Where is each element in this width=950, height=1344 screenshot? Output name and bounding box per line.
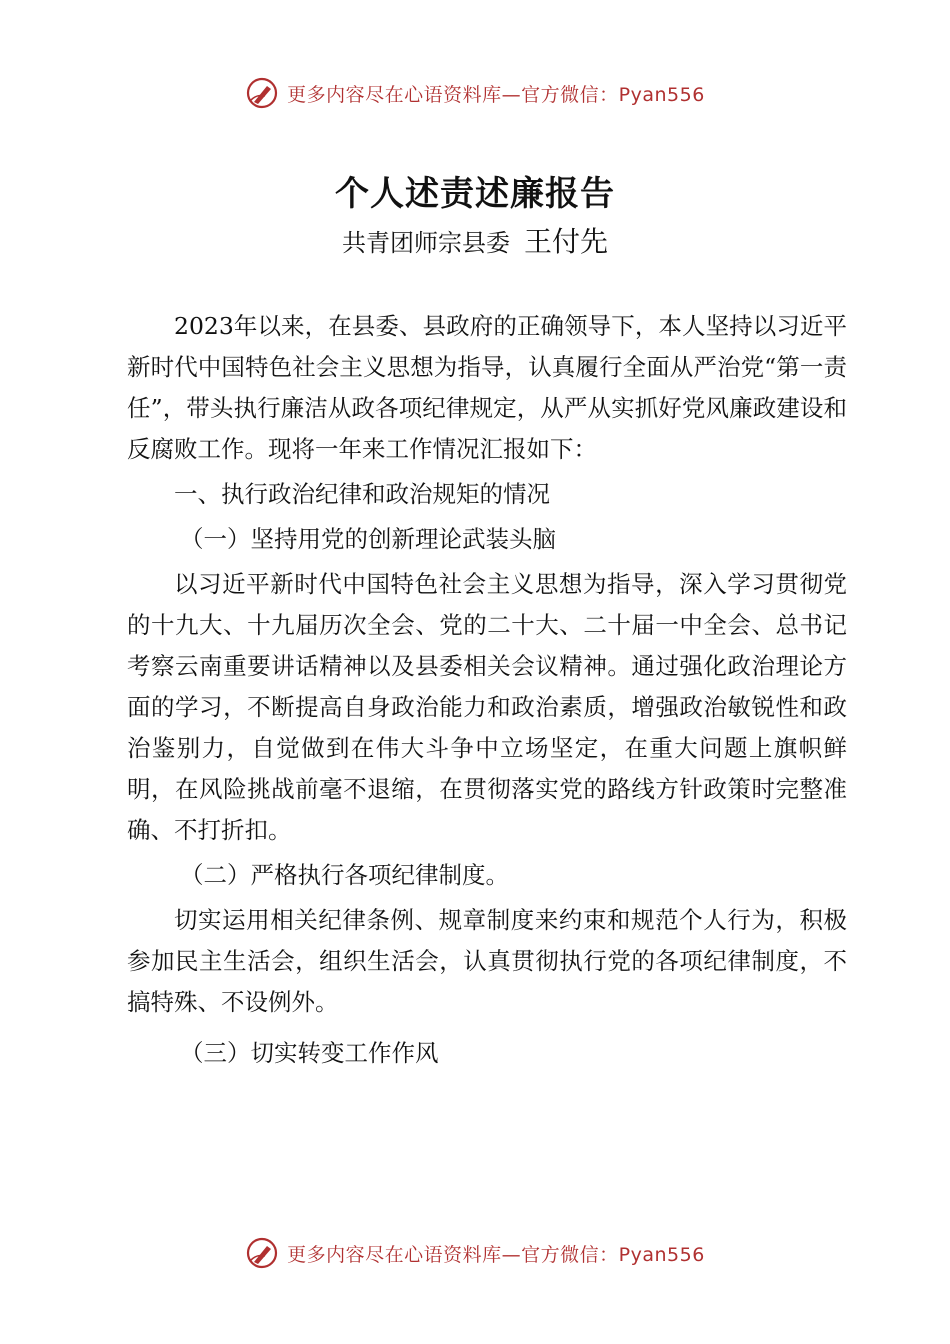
author-org: 共青团师宗县委 <box>341 229 510 257</box>
section-heading-1: 一、执行政治纪律和政治规矩的情况 <box>174 480 550 508</box>
subsection-heading-2: （二）严格执行各项纪律制度。 <box>180 861 509 889</box>
intro-paragraph: 2023年以来，在县委、县政府的正确领导下，本人坚持以习近平新时代中国特色社会主义思想为指导，认真履行全面从严治党“第一责任”，带头执行廉洁从政各项纪律规定，从严从实抓好党风廉政建设和反腐败工作。现将一年来工作情况汇报如下： <box>127 312 847 463</box>
document-body <box>127 306 847 1074</box>
subsection-paragraph-1: 以习近平新时代中国特色社会主义思想为指导，深入学习贯彻党的十九大、十九届历次全会、党的二十大、二十届一中全会、总书记考察云南重要讲话精神以及县委相关会议精神。通过强化政治理论方面的学习，不断提高自身政治能力和政治素质，增强政治敏锐性和政治鉴别力，自觉做到在伟大斗争中立场坚定，在重大问题上旗帜鲜明，在风险挑战前毫不退缩，在贯彻落实党的路线方针政策时完整准确、不打折扣。 <box>127 570 847 844</box>
watermark-text: 更多内容尽在心语资料库—官方微信：Pyan556 <box>287 83 705 106</box>
footer-watermark <box>0 1233 950 1273</box>
pen-circle-logo-icon <box>245 76 279 110</box>
author-line <box>0 220 950 260</box>
header-watermark <box>0 73 950 113</box>
subsection-heading-3: （三）切实转变工作作风 <box>180 1039 439 1067</box>
author-name: 王付先 <box>523 225 608 258</box>
subsection-heading-1: （一）坚持用党的创新理论武装头脑 <box>180 525 556 553</box>
pen-circle-logo-icon <box>245 1236 279 1270</box>
document-title: 个人述责述廉报告 <box>335 174 615 214</box>
watermark-text: 更多内容尽在心语资料库—官方微信：Pyan556 <box>287 1243 705 1266</box>
subsection-paragraph-2: 切实运用相关纪律条例、规章制度来约束和规范个人行为，积极参加民主生活会，组织生活会，认真贯彻执行党的各项纪律制度，不搞特殊、不设例外。 <box>127 906 847 1016</box>
